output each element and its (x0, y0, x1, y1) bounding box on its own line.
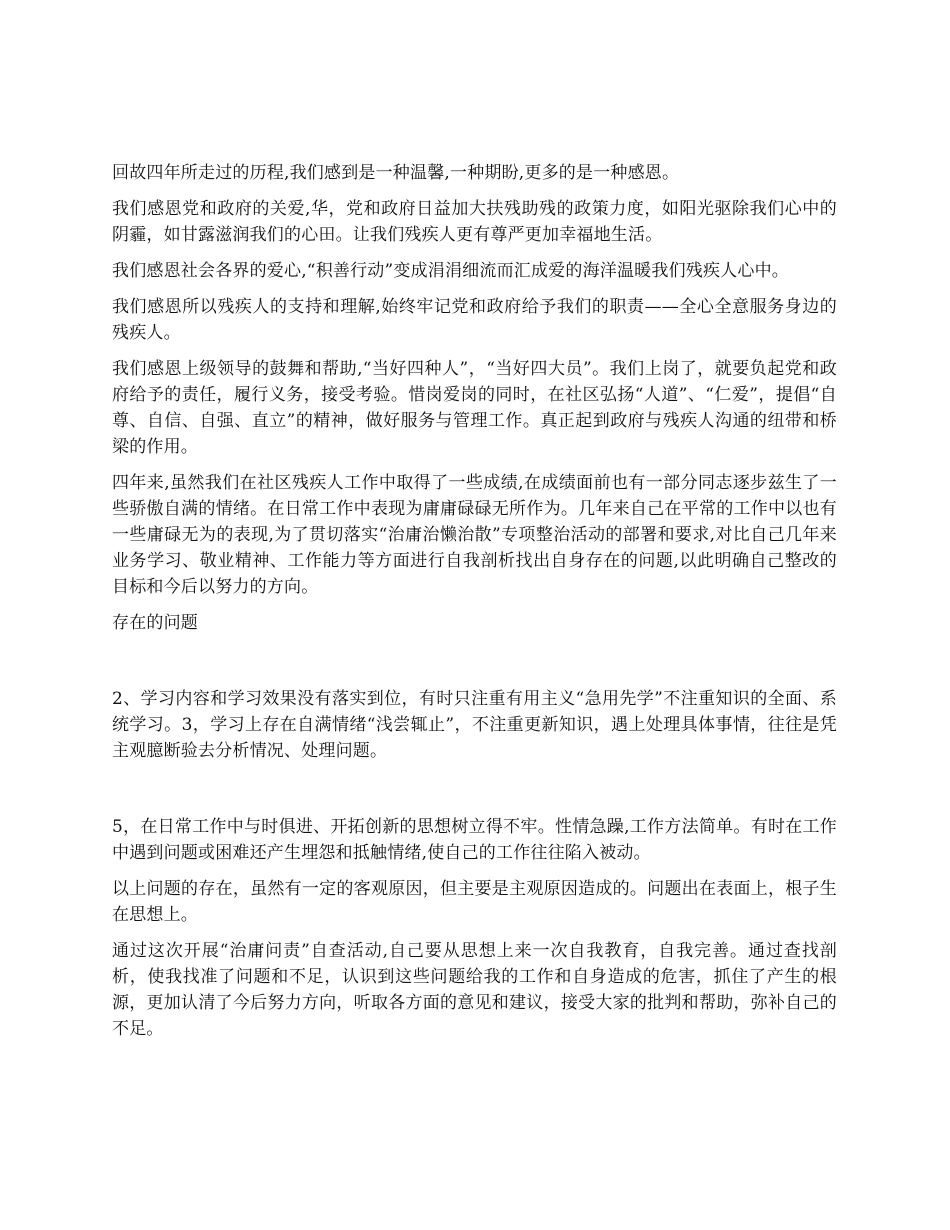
paragraph-gratitude-disabled: 我们感恩所以残疾人的支持和理解,始终牢记党和政府给予我们的职责——全心全意服务身边的残疾人。 (112, 297, 837, 343)
paragraph-gratitude-government: 我们感恩党和政府的关爱,华，党和政府日益加大扶残助残的政策力度，如阳光驱除我们心中的阴霾，如甘露滋润我们的心田。让我们残疾人更有尊严更加幸福地生活。 (112, 199, 837, 245)
paragraph-intro: 回故四年所走过的历程,我们感到是一种温馨,一种期盼,更多的是一种感恩。 (112, 163, 680, 183)
document-page (112, 160, 837, 1052)
paragraph-problem-2-3: 2、学习内容和学习效果没有落实到位，有时只注重有用主义“急用先学”不注重知识的全面、系统学习。3，学习上存在自满情绪“浅尝辄止”，不注重更新知识，遇上处理具体事情，往往是凭主观臆断验去分析情况、处理问题。 (112, 689, 837, 761)
paragraph-four-years: 四年来,虽然我们在社区残疾人工作中取得了一些成绩,在成绩面前也有一部分同志逐步兹生了一些骄傲自满的情绪。在日常工作中表现为庸庸碌碌无所作为。几年来自己在平常的工作中以也有一些庸碌无为的表现,为了贯切落实“治庸治懒治散”专项整治活动的部署和要求,对比自己几年来业务学习、敬业精神、工作能力等方面进行自我剖析找出自身存在的问题,以此明确自己整改的目标和今后以努力的方向。 (112, 473, 837, 597)
spacer (112, 774, 837, 814)
spacer (112, 646, 837, 686)
paragraph-problem-5: 5，在日常工作中与时俱进、开拓创新的思想树立得不牢。性情急躁,工作方法简单。有时在工作中遇到问题或困难还产生埋怨和抵触情绪,使自己的工作往往陷入被动。 (112, 817, 837, 863)
paragraph-cause: 以上问题的存在，虽然有一定的客观原因，但主要是主观原因造成的。问题出在表面上，根子生在思想上。 (112, 879, 837, 925)
paragraph-gratitude-society: 我们感恩社会各界的爱心,“积善行动”变成涓涓细流而汇成爱的海洋温暖我们残疾人心中。 (112, 261, 789, 281)
paragraph-conclusion: 通过这次开展“治庸问责”自查活动,自己要从思想上来一次自我教育，自我完善。通过查找剖析，使我找准了问题和不足，认识到这些问题给我的工作和自身造成的危害，抓住了产生的根源，更加认清了今后努力方向，听取各方面的意见和建议，接受大家的批判和帮助，弥补自己的不足。 (112, 941, 837, 1039)
paragraph-gratitude-leaders: 我们感恩上级领导的鼓舞和帮助,“当好四种人”，“当好四大员”。我们上岗了，就要负起党和政府给予的责任，履行义务，接受考验。惜岗爱岗的同时，在社区弘扬“人道”、“仁爱”，提倡“自尊、自信、自强、直立”的精神，做好服务与管理工作。真正起到政府与残疾人沟通的纽带和桥梁的作用。 (112, 359, 837, 457)
section-heading-problems: 存在的问题 (112, 613, 198, 633)
